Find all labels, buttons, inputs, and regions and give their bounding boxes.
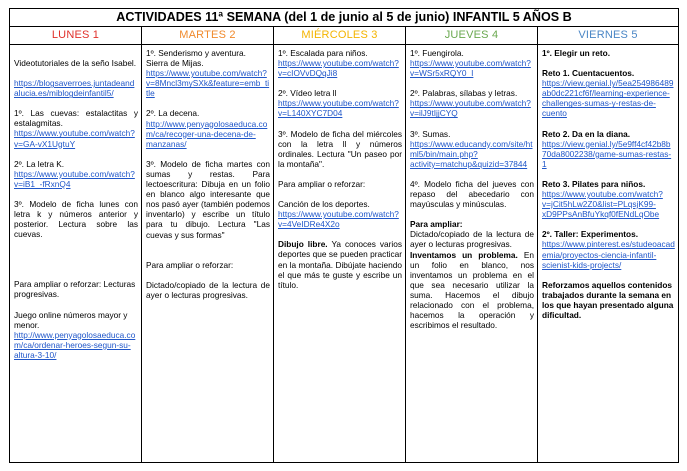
day-header-miercoles: MIÉRCOLES 3 [274,27,406,45]
miercoles-item-2-link[interactable]: https://www.youtube.com/watch?v=L140XYC7D04 [278,98,399,119]
lunes-intro: Videotutoriales de la seño Isabel. [14,58,137,68]
jueves-invent [410,250,534,331]
day-header-lunes: LUNES 1 [10,27,142,45]
jueves-item-2-link[interactable]: https://www.youtube.com/watch?v=ilJ9tIjjCYQ [410,98,531,119]
schedule-wrapper [9,8,678,461]
viernes-reto-3-label: Reto 3. Pilates para niños. [542,178,646,189]
jueves-invent-title: Inventamos un problema. [410,249,518,260]
jueves-ampliar: Para ampliar: [410,219,463,230]
jueves-item-1-link[interactable]: https://www.youtube.com/watch?v=WSr5xRQY0_I [410,58,531,79]
day-header-viernes: VIERNES 5 [538,27,679,45]
jueves-item-1: 1º. Fuengirola. [410,48,464,58]
column-martes [142,45,274,463]
miercoles-dibujo-text: Ya conoces varios deportes que se pueden practicar en la montaña. Dibújate haciendo el que más te guste y escribe un título. [278,239,402,290]
column-viernes [538,45,679,463]
column-miercoles [274,45,406,463]
column-lunes [10,45,142,463]
viernes-reto-3-link[interactable]: https://www.youtube.com/watch?v=jCit5hLw2Z0&list=PLqsjK99-xD9PPsAnBfuYkqf0fENdLqObe [542,189,663,220]
martes-ampliar: Para ampliar o reforzar: [146,259,234,270]
weekly-activities-table [9,8,679,463]
miercoles-dibujo [278,239,402,289]
lunes-item-1-link[interactable]: https://www.youtube.com/watch?v=GA-vX1UgtuY [14,128,135,149]
viernes-item-2-link[interactable]: https://www.pinterest.es/studeoacademia/proyectos-ciencia-infantil-scienist-kids-projects/ [542,239,675,270]
jueves-invent-text: En un folio en blanco, nos inventamos un problema en el que sea necesario utilizar la suma. Hacemos el dibujo relacionado con el problema, hacemos la operación y escribimos el resultado. [410,249,534,331]
day-header-martes: MARTES 2 [142,27,274,45]
jueves-item-3-link[interactable]: https://www.educandy.com/site/html5/bin/main.php?activity=matchup&quizid=37844 [410,138,533,169]
miercoles-dibujo-title: Dibujo libre. [278,239,328,250]
martes-item-1: 1º. Senderismo y aventura. Sierra de Mijas. [146,48,246,69]
lunes-juego: Juego online números mayor y menor. [14,309,128,330]
jueves-dictado: Dictado/copiado de la lectura de ayer o lecturas progresivas. [410,229,534,250]
martes-item-2: 2º. La decena. [146,108,200,119]
viernes-item-2: 2º. Taller: Experimentos. [542,229,639,240]
jueves-item-2: 2º. Palabras, sílabas y letras. [410,88,518,99]
lunes-juego-link[interactable]: http://www.penyagolosaeduca.com/ca/ordenar-heroes-segun-su-altura-3-10/ [14,329,136,360]
viernes-reto-1: Reto 1. Cuentacuentos. [542,68,635,79]
miercoles-item-2: 2º. Vídeo letra ll [278,88,337,99]
martes-dictado: Dictado/copiado de la lectura de ayer o lecturas progresivas. [146,279,270,300]
lunes-intro-link[interactable]: https://blogsaverroes.juntadeandalucia.es/miblogdeinfantil5/ [14,78,135,99]
viernes-reto-1-link[interactable]: https://view.genial.ly/5ea254986489ab0dc221cf6f/learning-experience-challenges-sumas-y-restas-de-cuento [542,78,674,119]
miercoles-cancion-link[interactable]: https://www.youtube.com/watch?v=4VeIDRe4X2o [278,209,399,230]
jueves-item-4: 4º. Modelo ficha del jueves con repaso del abecedario con mayúsculas y minúsculas. [410,178,534,210]
miercoles-ampliar: Para ampliar o reforzar: [278,178,366,189]
martes-item-3: 3º. Modelo de ficha martes con sumas y restas. Para lectoescritura: Dibuja en un folio en blanco algo interesante que nos pasó ayer (también podemos inventarlo) y escribe un título para tu dibujo. Lectura "Las cuevas y sus formas" [146,158,270,240]
table-title: ACTIVIDADES 11ª SEMANA (del 1 de junio al 5 de junio) INFANTIL 5 AÑOS B [10,9,679,27]
lunes-item-1: 1º. Las cuevas: estalactitas y estalagmitas. [14,108,138,129]
day-header-jueves: JUEVES 4 [406,27,538,45]
miercoles-item-3: 3º. Modelo de ficha del miércoles con la letra ll y números ordinales. Lectura "Un paseo por la montaña". [278,128,402,169]
viernes-reforzamos: Reforzamos aquellos contenidos trabajados durante la semana en los que hayan presentado alguna dificultad. [542,279,674,320]
viernes-reto-3 [542,179,675,219]
jueves-item-3: 3º. Sumas. [410,128,451,139]
lunes-ampliar: Para ampliar o reforzar: Lecturas progresivas. [14,279,136,300]
viernes-item-1: 1º. Elegir un reto. [542,48,611,58]
lunes-item-2: 2º. La letra K. [14,158,65,169]
viernes-reto-2-link[interactable]: https://view.genial.ly/5e9ff4cf42b8b70da8002238/game-sumas-restas-1 [542,138,672,169]
martes-item-2-link[interactable]: http://www.penyagolosaeduca.com/ca/recoger-una-decena-de-manzanas/ [146,118,268,149]
miercoles-item-1: 1º. Escalada para niños. [278,48,368,58]
lunes-item-2-link[interactable]: https://www.youtube.com/watch?v=iB1_-fRxnQ4 [14,168,135,189]
column-jueves [406,45,538,463]
viernes-reto-2: Reto 2. Da en la diana. [542,128,631,139]
miercoles-item-1-link[interactable]: https://www.youtube.com/watch?v=cIOVvDQqJi8 [278,58,399,79]
lunes-item-3: 3º. Modelo de ficha lunes con letra k y números anterior y posterior. Lectura sobre las cuevas. [14,198,138,240]
miercoles-cancion: Canción de los deportes. [278,199,370,210]
martes-item-1-link[interactable]: https://www.youtube.com/watch?v=8Mncl3mySXk&feature=emb_title [146,68,270,99]
